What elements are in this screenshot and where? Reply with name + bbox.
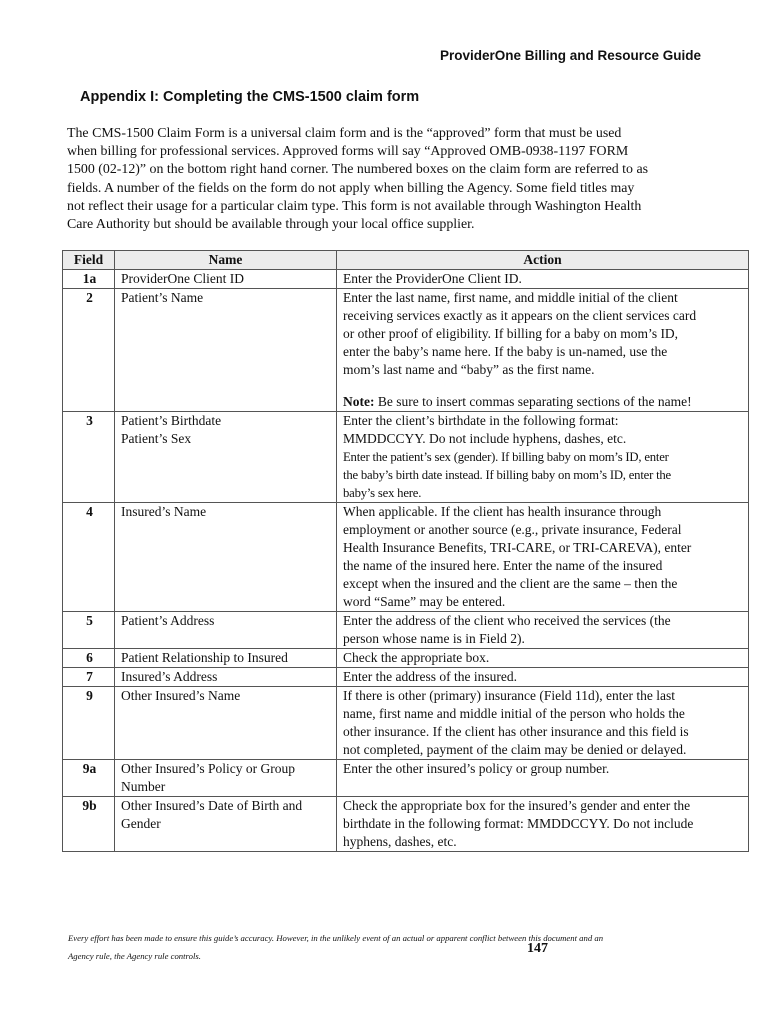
field-name-line: Insured’s Name [121, 504, 207, 519]
field-name-line: Other Insured’s Date of Birth and [121, 798, 303, 813]
action-line: MMDDCCYY. Do not include hyphens, dashes, etc. [343, 431, 627, 446]
table-row [63, 797, 749, 852]
field-action [337, 270, 749, 289]
footer-disclaimer [68, 929, 708, 965]
intro-line: when billing for professional services. Approved forms will say “Approved OMB-0938-1197 FORM [67, 144, 629, 160]
field-name [115, 668, 337, 687]
action-line: Enter the address of the client who received the services (the [343, 613, 671, 628]
note-label: Note: [343, 394, 375, 409]
table-row [63, 668, 749, 687]
field-name [115, 270, 337, 289]
action-line: enter the baby’s name here. If the baby is un-named, use the [343, 344, 668, 359]
action-line: If there is other (primary) insurance (Field 11d), enter the last [343, 688, 676, 703]
table-row [63, 412, 749, 503]
action-line: baby’s sex here. [343, 486, 422, 500]
action-line: or other proof of eligibility. If billing for a baby on mom’s ID, [343, 326, 679, 341]
action-line: Enter the address of the insured. [343, 669, 517, 684]
disclaimer-line: Agency rule, the Agency rule controls. [68, 951, 201, 961]
table-row [63, 687, 749, 760]
field-number: 6 [63, 649, 115, 668]
table-row [63, 760, 749, 797]
note-line [343, 393, 744, 411]
field-name-line: Number [121, 779, 166, 794]
action-line: the name of the insured here. Enter the name of the insured [343, 558, 663, 573]
action-line: Enter the patient’s sex (gender). If billing baby on mom’s ID, enter [343, 450, 669, 464]
action-line: word “Same” may be entered. [343, 594, 506, 609]
action-line: Check the appropriate box for the insured’s gender and enter the [343, 798, 691, 813]
field-action [337, 289, 749, 412]
action-line: Check the appropriate box. [343, 650, 490, 665]
action-line: receiving services exactly as it appears on the client services card [343, 308, 697, 323]
action-line: Enter the last name, first name, and middle initial of the client [343, 290, 678, 305]
field-name [115, 797, 337, 852]
field-name [115, 289, 337, 412]
field-name [115, 687, 337, 760]
field-name-line: ProviderOne Client ID [121, 271, 244, 286]
action-line: name, first name and middle initial of the person who holds the [343, 706, 685, 721]
field-name-line: Other Insured’s Policy or Group [121, 761, 295, 776]
action-line: person whose name is in Field 2). [343, 631, 525, 646]
action-line: mom’s last name and “baby” as the first name. [343, 362, 595, 377]
field-number: 9a [63, 760, 115, 797]
field-name-line: Patient’s Sex [121, 431, 192, 446]
field-name [115, 649, 337, 668]
action-line: Enter the other insured’s policy or group number. [343, 761, 610, 776]
header-action: Action [337, 251, 749, 270]
field-number: 9b [63, 797, 115, 852]
field-action [337, 760, 749, 797]
action-line: the baby’s birth date instead. If billing baby on mom’s ID, enter the [343, 468, 671, 482]
field-name-line: Insured’s Address [121, 669, 218, 684]
table-header-row [63, 251, 749, 270]
intro-line: not reflect their usage for a particular claim type. This form is not available through Washington Health [67, 198, 642, 214]
action-line: When applicable. If the client has health insurance through [343, 504, 662, 519]
field-name-line: Other Insured’s Name [121, 688, 241, 703]
note-text: Be sure to insert commas separating sections of the name! [374, 394, 692, 409]
table-row [63, 649, 749, 668]
field-number: 7 [63, 668, 115, 687]
field-number: 9 [63, 687, 115, 760]
action-line: Enter the client’s birthdate in the following format: [343, 413, 619, 428]
field-name [115, 760, 337, 797]
field-name [115, 412, 337, 503]
action-line: hyphens, dashes, etc. [343, 834, 457, 849]
table-row [63, 503, 749, 612]
intro-line: 1500 (02-12)” on the bottom right hand corner. The numbered boxes on the claim form are referred to as [67, 162, 649, 178]
field-action [337, 797, 749, 852]
intro-line: fields. A number of the fields on the form do not apply when billing the Agency. Some field titles may [67, 180, 635, 196]
field-name [115, 612, 337, 649]
action-line: not completed, payment of the claim may be denied or delayed. [343, 742, 687, 757]
appendix-title: Appendix I: Completing the CMS-1500 claim form [80, 89, 420, 105]
claim-field-table [62, 250, 749, 852]
header-field: Field [63, 251, 115, 270]
running-header: ProviderOne Billing and Resource Guide [439, 48, 701, 63]
action-line: Enter the ProviderOne Client ID. [343, 271, 522, 286]
action-line: employment or another source (e.g., private insurance, Federal [343, 522, 682, 537]
header-name: Name [115, 251, 337, 270]
field-number: 2 [63, 289, 115, 412]
action-line: Health Insurance Benefits, TRI-CARE, or TRI-CAREVA), enter [343, 540, 692, 555]
field-action [337, 612, 749, 649]
intro-paragraph [67, 125, 712, 234]
field-name-line: Patient’s Address [121, 613, 215, 628]
field-number: 3 [63, 412, 115, 503]
field-action [337, 412, 749, 503]
action-line: birthdate in the following format: MMDDCCYY. Do not include [343, 816, 694, 831]
field-action [337, 687, 749, 760]
field-number: 5 [63, 612, 115, 649]
field-name [115, 503, 337, 612]
field-action [337, 649, 749, 668]
field-name-line: Patient Relationship to Insured [121, 650, 288, 665]
field-number: 4 [63, 503, 115, 612]
field-name-line: Patient’s Birthdate [121, 413, 222, 428]
field-action [337, 503, 749, 612]
action-line: except when the insured and the client are the same – then the [343, 576, 678, 591]
field-action [337, 668, 749, 687]
disclaimer-line: Every effort has been made to ensure this guide’s accuracy. However, in the unlikely event of an actual or apparent conflict between this document and an [68, 933, 604, 943]
table-row [63, 612, 749, 649]
field-name-line: Gender [121, 816, 161, 831]
intro-line: The CMS-1500 Claim Form is a universal claim form and is the “approved” form that must be used [67, 126, 622, 141]
intro-line: Care Authority but should be available through your local office supplier. [67, 217, 475, 233]
page-number: 147 [527, 941, 548, 956]
field-number: 1a [63, 270, 115, 289]
action-line: other insurance. If the client has other insurance and this field is [343, 724, 689, 739]
field-name-line: Patient’s Name [121, 290, 204, 305]
table-row [63, 270, 749, 289]
table-row [63, 289, 749, 412]
